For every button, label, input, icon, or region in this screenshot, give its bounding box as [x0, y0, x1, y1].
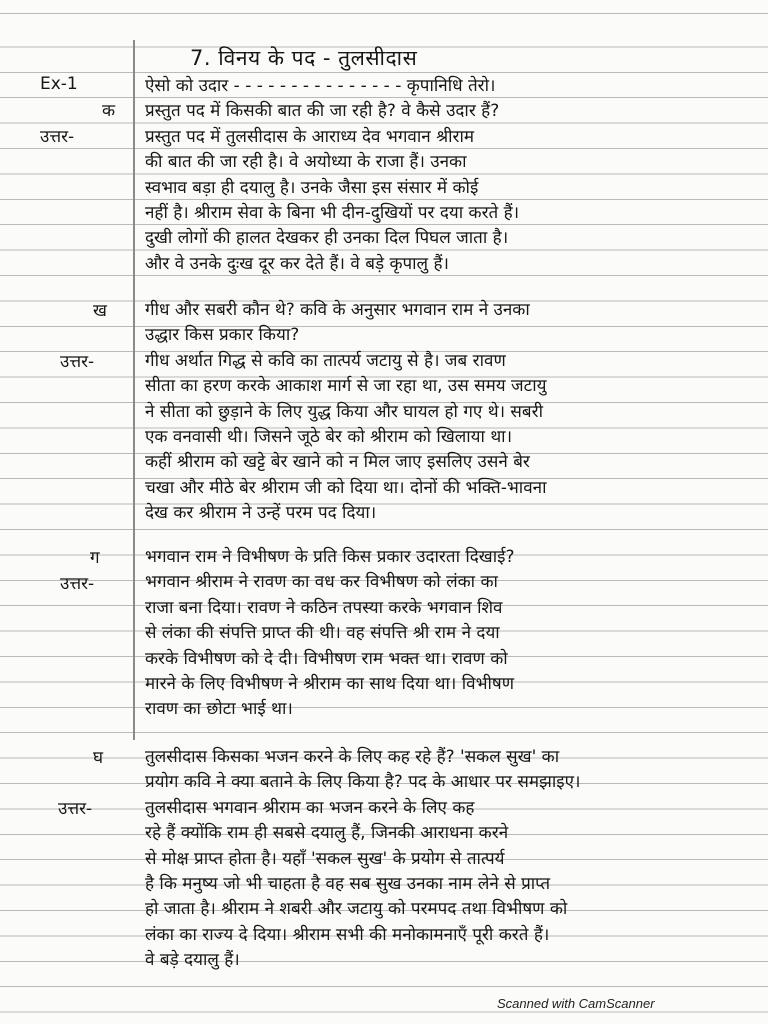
answer-kha-line: कहीं श्रीराम को खट्टे बेर खाने को न मिल जाए इसलिए उसने बेर: [145, 452, 530, 473]
answer-kha-line: चखा और मीठे बेर श्रीराम जी को दिया था। दोनों की भक्ति-भावना: [145, 477, 547, 498]
answer-ka-line: नहीं है। श्रीराम सेवा के बिना भी दीन-दुखियों पर दया करते हैं।: [145, 203, 520, 224]
question-label-ka: क: [102, 101, 116, 121]
question-kha-line: गीध और सबरी कौन थे? कवि के अनुसार भगवान राम ने उनका: [145, 300, 530, 320]
question-gha: [145, 745, 735, 796]
answer-ka-line: स्वभाव बड़ा ही दयालु है। उनके जैसा इस संसार में कोई: [145, 177, 479, 198]
answer-label-ka: उत्तर-: [40, 127, 75, 147]
answer-gha-line: लंका का राज्य दे दिया। श्रीराम सभी की मनोकामनाएँ पूरी करते हैं।: [145, 924, 550, 945]
answer-gha-line: तुलसीदास भगवान श्रीराम का भजन करने के लिए कह: [145, 797, 475, 818]
answer-gha-line: वे बड़े दयालु हैं।: [145, 950, 240, 971]
question-ga: [145, 545, 735, 570]
page-title: 7. विनय के पद - तुलसीदास: [190, 46, 418, 70]
answer-kha-line: ने सीता को छुड़ाने के लिए युद्ध किया और घायल हो गए थे। सबरी: [145, 401, 543, 422]
answer-gha-line: से मोक्ष प्राप्त होता है। यहाँ 'सकल सुख' के प्रयोग से तात्पर्य: [145, 848, 505, 869]
answer-kha-line: गीध अर्थात गिद्ध से कवि का तात्पर्य जटायु से है। जब रावण: [145, 350, 506, 371]
question-kha-line: उद्धार किस प्रकार किया?: [145, 325, 300, 346]
exercise-label: Ex-1: [40, 74, 78, 94]
answer-kha: [145, 349, 735, 527]
answer-gha-line: हो जाता है। श्रीराम ने शबरी और जटायु को परमपद तथा विभीषण को: [145, 899, 568, 920]
answer-ga-line: भगवान श्रीराम ने रावण का वध कर विभीषण को लंका का: [145, 572, 498, 593]
answer-label-kha: उत्तर-: [60, 352, 95, 372]
scanner-watermark: Scanned with CamScanner: [497, 996, 655, 1011]
question-gha-line: तुलसीदास किसका भजन करने के लिए कह रहे हैं? 'सकल सुख' का: [145, 747, 560, 767]
answer-kha-line: देख कर श्रीराम ने उन्हें परम पद दिया।: [145, 503, 377, 524]
answer-ka-line: और वे उनके दुःख दूर कर देते हैं। वे बड़े कृपालु हैं।: [145, 253, 449, 274]
answer-kha-line: एक वनवासी थी। जिसने जूठे बेर को श्रीराम को खिलाया था।: [145, 427, 513, 448]
question-ka-line: ऐसो को उदार - - - - - - - - - - - - - - - कृपानिधि तेरो।: [145, 76, 496, 96]
answer-label-ga: उत्तर-: [60, 574, 95, 594]
margin-line: [133, 40, 135, 740]
question-ka-line: प्रस्तुत पद में किसकी बात की जा रही है? वे कैसे उदार हैं?: [145, 101, 500, 122]
answer-gha-line: रहे हैं क्योंकि राम ही सबसे दयालु हैं, जिनकी आराधना करने: [145, 823, 509, 844]
question-kha: [145, 298, 735, 349]
answer-gha-line: है कि मनुष्य जो भी चाहता है वह सब सुख उनका नाम लेने से प्राप्त: [145, 874, 551, 895]
answer-gha: [145, 796, 735, 974]
answer-label-gha: उत्तर-: [58, 799, 93, 819]
question-ga-line: भगवान राम ने विभीषण के प्रति किस प्रकार उदारता दिखाई?: [145, 547, 515, 567]
answer-ka-line: दुखी लोगों की हालत देखकर ही उनका दिल पिघल जाता है।: [145, 228, 509, 249]
answer-ga: [145, 570, 735, 722]
question-label-gha: घ: [93, 748, 104, 768]
answer-ka: [145, 125, 735, 277]
question-label-kha: ख: [93, 301, 107, 321]
question-gha-line: प्रयोग कवि ने क्या बताने के लिए किया है? पद के आधार पर समझाइए।: [145, 772, 581, 793]
answer-ka-line: प्रस्तुत पद में तुलसीदास के आराध्य देव भगवान श्रीराम: [145, 126, 475, 147]
answer-ga-line: राजा बना दिया। रावण ने कठिन तपस्या करके भगवान शिव: [145, 597, 503, 618]
answer-ka-line: की बात की जा रही है। वे अयोध्या के राजा हैं। उनका: [145, 152, 467, 173]
answer-ga-line: से लंका की संपत्ति प्राप्त की थी। वह संपत्ति श्री राम ने दया: [145, 623, 500, 644]
question-ka: [145, 74, 735, 125]
answer-ga-line: मारने के लिए विभीषण ने श्रीराम का साथ दिया था। विभीषण: [145, 674, 515, 695]
question-label-ga: ग: [90, 548, 100, 568]
answer-ga-line: रावण का छोटा भाई था।: [145, 699, 293, 720]
answer-ga-line: करके विभीषण को दे दी। विभीषण राम भक्त था। रावण को: [145, 648, 508, 669]
answer-kha-line: सीता का हरण करके आकाश मार्ग से जा रहा था, उस समय जटायु: [145, 376, 547, 397]
